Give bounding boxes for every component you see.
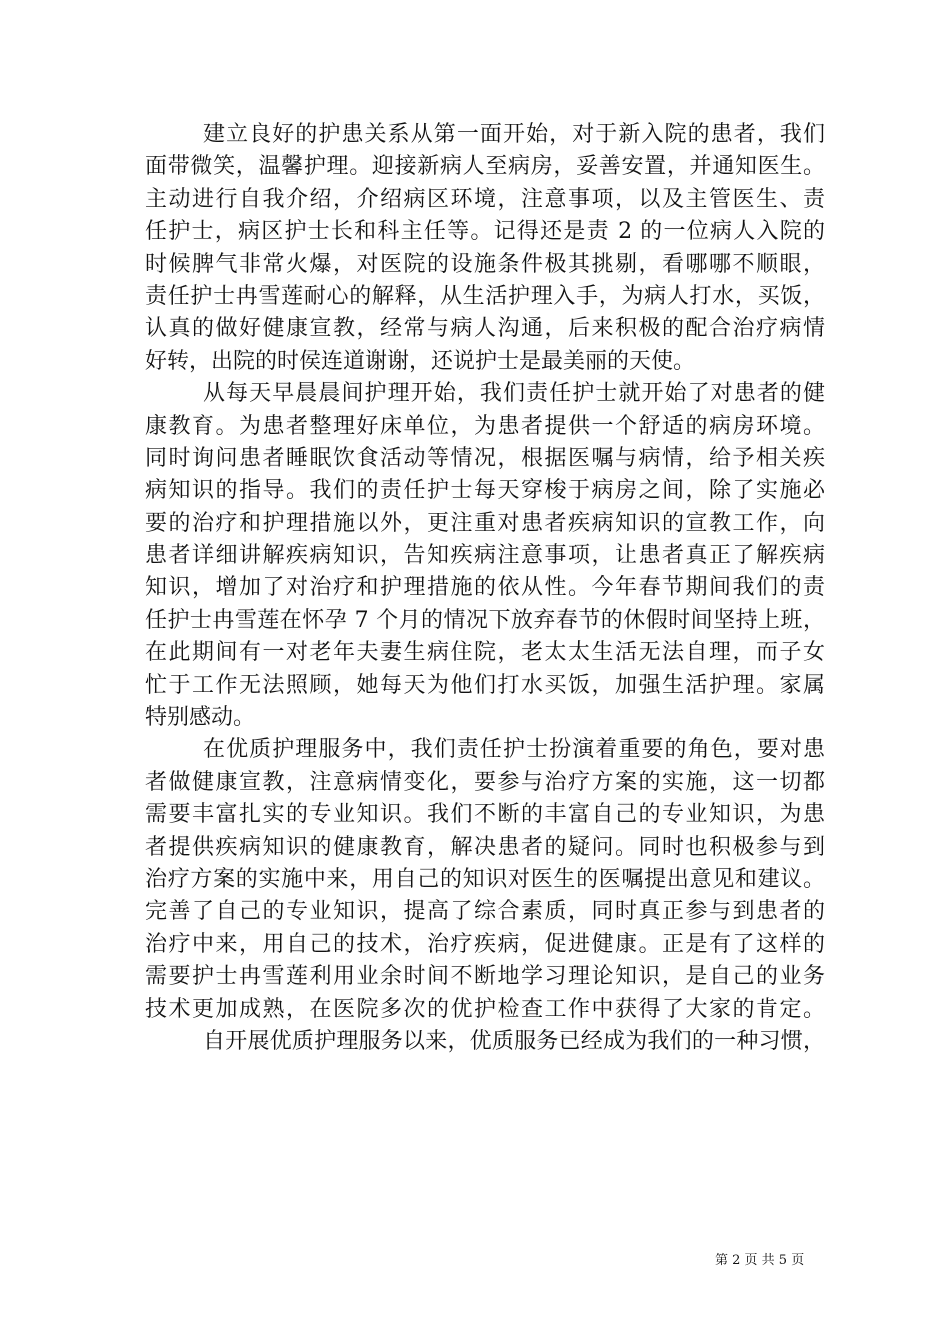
text-line: 主动进行自我介绍，介绍病区环境，注意事项，以及主管医生、责 [145,186,825,212]
text-line: 认真的做好健康宣教，经常与病人沟通，后来积极的配合治疗病情 [145,316,825,342]
text-line: 病知识的指导。我们的责任护士每天穿梭于病房之间，除了实施必 [145,478,825,504]
text-line: 在优质护理服务中，我们责任护士扮演着重要的角色，要对患 [203,737,825,763]
text-line: 在此期间有一对老年夫妻生病住院，老太太生活无法自理，而子女 [145,640,825,666]
text-line: 任护士，病区护士长和科主任等。记得还是责 2 的一位病人入院的 [145,219,825,245]
text-line: 面带微笑，温馨护理。迎接新病人至病房，妥善安置，并通知医生。 [145,154,825,180]
text-line: 完善了自己的专业知识，提高了综合素质，同时真正参与到患者的 [145,899,825,925]
text-line: 需要护士冉雪莲利用业余时间不断地学习理论知识，是自己的业务 [145,964,825,990]
text-line: 者提供疾病知识的健康教育，解决患者的疑问。同时也积极参与到 [145,834,825,860]
text-line: 要的治疗和护理措施以外，更注重对患者疾病知识的宣教工作，向 [145,510,825,536]
text-line: 建立良好的护患关系从第一面开始，对于新入院的患者，我们 [203,122,825,147]
paragraph-2 [145,378,825,734]
text-line: 责任护士冉雪莲耐心的解释，从生活护理入手，为病人打水，买饭， [145,283,825,309]
page-number-footer: 第 2 页 共 5 页 [715,1253,805,1268]
text-line: 者做健康宣教，注意病情变化，要参与治疗方案的实施，这一切都 [145,769,825,795]
text-line: 自开展优质护理服务以来，优质服务已经成为我们的一种习惯， [203,1028,825,1054]
text-line: 忙于工作无法照顾，她每天为他们打水买饭，加强生活护理。家属 [145,672,825,698]
text-line: 知识，增加了对治疗和护理措施的依从性。今年春节期间我们的责 [145,575,825,601]
text-line: 治疗中来，用自己的技术，治疗疾病，促进健康。正是有了这样的 [145,931,825,957]
text-line: 从每天早晨晨间护理开始，我们责任护士就开始了对患者的健 [203,381,825,407]
text-line: 时候脾气非常火爆，对医院的设施条件极其挑剔，看哪哪不顺眼， [145,251,825,277]
document-body [145,119,825,1058]
text-line: 同时询问患者睡眠饮食活动等情况，根据医嘱与病情，给予相关疾 [145,445,825,471]
text-line: 需要丰富扎实的专业知识。我们不断的丰富自己的专业知识，为患 [145,802,825,828]
text-line: 治疗方案的实施中来，用自己的知识对医生的医嘱提出意见和建议。 [145,866,825,892]
text-line: 技术更加成熟，在医院多次的优护检查工作中获得了大家的肯定。 [145,996,825,1022]
paragraph-1 [145,119,825,378]
text-line: 任护士冉雪莲在怀孕 7 个月的情况下放弃春节的休假时间坚持上班， [145,607,825,633]
text-line: 特别感动。 [145,705,256,731]
paragraph-3 [145,734,825,1026]
text-line: 康教育。为患者整理好床单位，为患者提供一个舒适的病房环境。 [145,413,825,439]
text-line: 患者详细讲解疾病知识，告知疾病注意事项，让患者真正了解疾病 [145,543,825,569]
text-line: 好转，出院的时侯连道谢谢，还说护士是最美丽的天使。 [145,348,696,374]
paragraph-4 [145,1026,825,1058]
